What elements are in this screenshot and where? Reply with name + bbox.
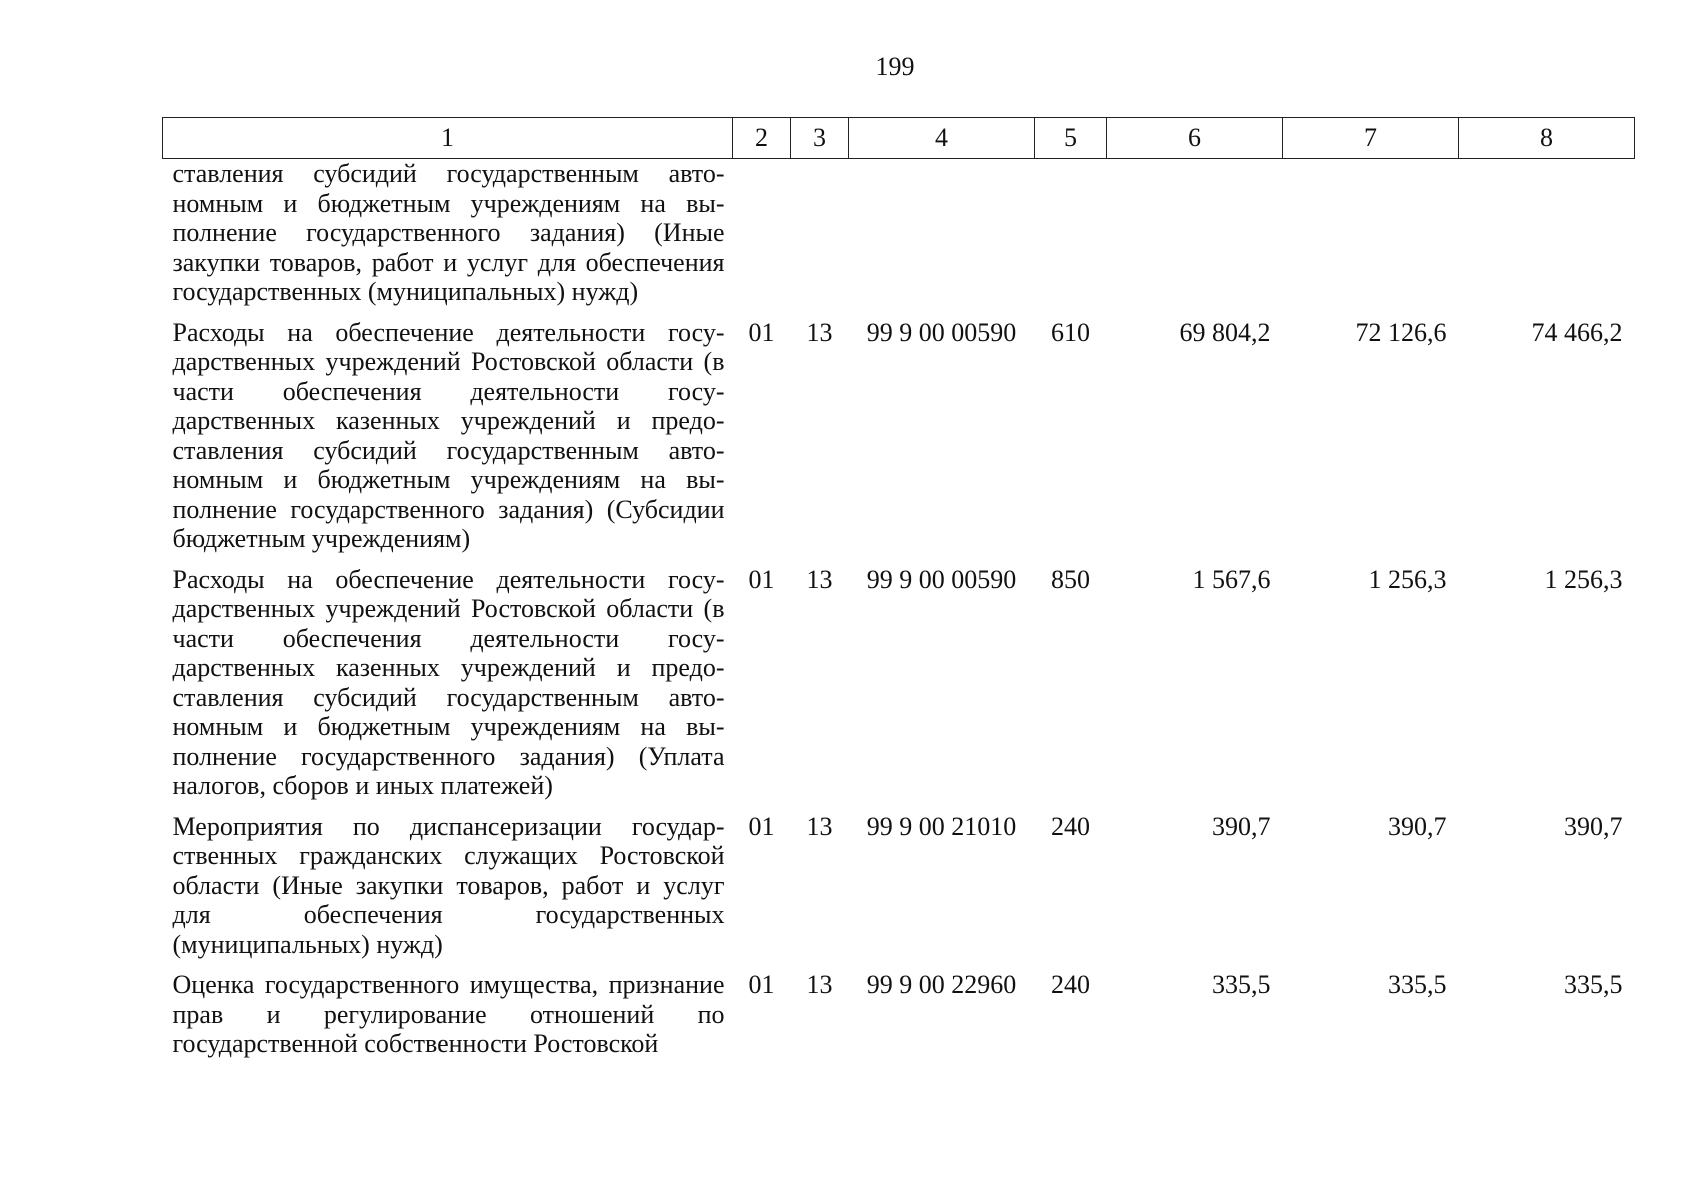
budget-expenditure-table bbox=[162, 117, 1635, 1059]
table-row bbox=[163, 970, 1635, 1059]
row-section: 01 bbox=[748, 970, 775, 999]
row-amount-8 bbox=[1459, 159, 1635, 318]
table-row bbox=[163, 812, 1635, 971]
row-amount-8: 74 466,2 bbox=[1531, 317, 1623, 347]
table-header-row bbox=[163, 118, 1635, 159]
row-amount-7: 72 126,6 bbox=[1355, 317, 1447, 347]
table-row bbox=[163, 565, 1635, 812]
row-description: ставления субсидий государственным автономным и бюджетным учреждениям на выполнение государственного задания) (Иные закупки товаров, работ и услуг для обеспечения государственных (муниципальных) нужд) bbox=[172, 159, 725, 306]
row-amount-7: 335,5 bbox=[1388, 970, 1447, 999]
row-description: Расходы на обеспечение деятельности государственных учреждений Ростовской области (в части обеспечения деятельности государственных казенных учреждений и предоставления субсидий государственным автономным и бюджетным учреждениям на выполнение государственного задания) (Уплата налогов, сборов и иных платежей) bbox=[172, 564, 725, 800]
row-expense-type bbox=[1035, 159, 1107, 318]
row-amount-8: 1 256,3 bbox=[1544, 564, 1623, 594]
column-header-amount-8: 8 bbox=[1459, 118, 1635, 159]
row-target: 99 9 00 22960 bbox=[866, 970, 1017, 999]
table-row bbox=[163, 159, 1635, 318]
row-amount-7: 1 256,3 bbox=[1368, 564, 1447, 594]
row-section bbox=[733, 159, 791, 318]
row-description: Расходы на обеспечение деятельности государственных учреждений Ростовской области (в части обеспечения деятельности государственных казенных учреждений и предоставления субсидий государственным автономным и бюджетным учреждениям на выполнение государственного задания) (Субсидии бюджетным учреждениям) bbox=[172, 317, 725, 553]
row-subsection: 13 bbox=[806, 317, 833, 347]
row-amount-6: 69 804,2 bbox=[1179, 317, 1271, 347]
row-expense-type: 240 bbox=[1051, 970, 1090, 999]
row-section: 01 bbox=[748, 811, 775, 841]
column-header-description: 1 bbox=[163, 118, 733, 159]
column-header-subsection: 3 bbox=[791, 118, 849, 159]
row-section: 01 bbox=[748, 317, 775, 347]
row-amount-6 bbox=[1107, 159, 1283, 318]
column-header-target: 4 bbox=[849, 118, 1035, 159]
row-target: 99 9 00 00590 bbox=[866, 564, 1017, 594]
row-subsection: 13 bbox=[806, 564, 833, 594]
row-subsection: 13 bbox=[806, 970, 833, 999]
row-amount-6: 1 567,6 bbox=[1192, 564, 1271, 594]
row-amount-8: 390,7 bbox=[1564, 811, 1623, 841]
row-expense-type: 240 bbox=[1051, 811, 1090, 841]
column-header-expense-type: 5 bbox=[1035, 118, 1107, 159]
column-header-section: 2 bbox=[733, 118, 791, 159]
table-row bbox=[163, 318, 1635, 565]
column-header-amount-6: 6 bbox=[1107, 118, 1283, 159]
row-expense-type: 850 bbox=[1051, 564, 1090, 594]
row-amount-6: 390,7 bbox=[1212, 811, 1271, 841]
page-number: 199 bbox=[875, 52, 915, 81]
row-target: 99 9 00 21010 bbox=[866, 811, 1017, 841]
row-target: 99 9 00 00590 bbox=[866, 317, 1017, 347]
row-section: 01 bbox=[748, 564, 775, 594]
row-amount-7 bbox=[1283, 159, 1459, 318]
row-subsection: 13 bbox=[806, 811, 833, 841]
row-amount-6: 335,5 bbox=[1212, 970, 1271, 999]
row-expense-type: 610 bbox=[1051, 317, 1090, 347]
row-description: Мероприятия по диспансеризации государственных гражданских служащих Ростовской области (Иные закупки товаров, работ и услуг для обеспечения государственных (муниципальных) нужд) bbox=[172, 811, 725, 959]
row-subsection bbox=[791, 159, 849, 318]
row-amount-8: 335,5 bbox=[1564, 970, 1623, 999]
row-target bbox=[849, 159, 1035, 318]
row-amount-7: 390,7 bbox=[1388, 811, 1447, 841]
column-header-amount-7: 7 bbox=[1283, 118, 1459, 159]
row-description: Оценка государственного имущества, признание прав и регулирование отношений по государственной собственности Ростовской bbox=[172, 970, 725, 1058]
